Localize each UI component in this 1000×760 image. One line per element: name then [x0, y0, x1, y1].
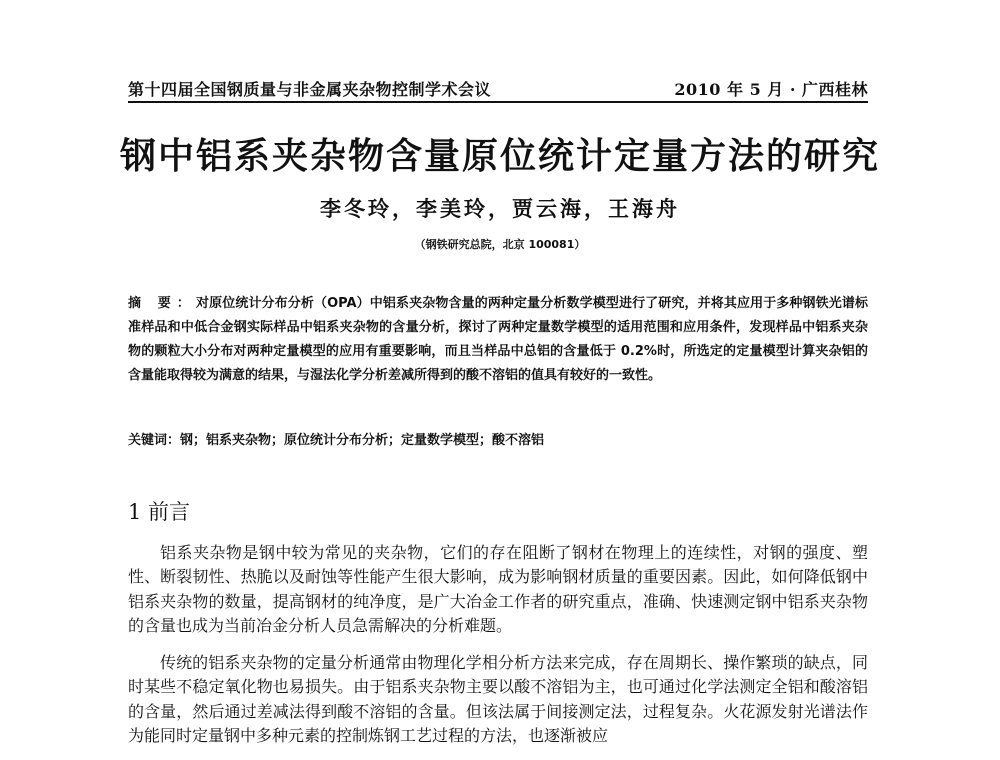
header-rule	[128, 101, 868, 103]
body-paragraph: 传统的铝系夹杂物的定量分析通常由物理化学相分析方法来完成，存在周期长、操作繁琐的缺点，同时某些不稳定氧化物也易损失。由于铝系夹杂物主要以酸不溶铝为主，也可通过化学法测定全铝和酸溶铝的含量，然后通过差减法得到酸不溶铝的含量。但该法属于间接测定法，过程复杂。火花源发射光谱法作为能同时定量钢中多种元素的控制炼钢工艺过程的方法，也逐渐被应	[128, 653, 868, 746]
body-paragraph: 铝系夹杂物是钢中较为常见的夹杂物，它们的存在阻断了钢材在物理上的连续性，对钢的强度、塑性、断裂韧性、热脆以及耐蚀等性能产生很大影响，成为影响钢材质量的重要因素。因此，如何降低钢中铝系夹杂物的数量，提高钢材的纯净度，是广大冶金工作者的研究重点，准确、快速测定钢中铝系夹杂物的含量也成为当前冶金分析人员急需解决的分析难题。	[128, 543, 868, 636]
author-list: 李冬玲，李美玲，贾云海，王海舟	[320, 196, 680, 221]
affiliation: （钢铁研究总院，北京 100081）	[414, 238, 586, 251]
conference-date-place: 2010 年 5 月 · 广西桂林	[674, 80, 868, 99]
running-header	[128, 74, 868, 100]
abstract-label: 摘 要：	[128, 296, 196, 311]
abstract	[128, 292, 868, 388]
conference-name: 第十四届全国钢质量与非金属夹杂物控制学术会议	[128, 80, 492, 99]
keywords-text: 钢；铝系夹杂物；原位统计分布分析；定量数学模型；酸不溶铝	[180, 433, 545, 448]
section-heading-introduction: 1 前言	[128, 500, 191, 524]
abstract-text: 对原位统计分布分析（OPA）中铝系夹杂物含量的两种定量分析数学模型进行了研究，并将其应用于多种钢铁光谱标准样品和中低合金钢实际样品中铝系夹杂物的含量分析，探讨了两种定量数学模型的适用范围和应用条件，发现样品中铝系夹杂物的颗粒大小分布对两种定量模型的应用有重要影响，而且当样品中总铝的含量低于 0.2%时，所选定的定量模型计算夹杂铝的含量能取得较为满意的结果，与湿法化学分析差减所得到的酸不溶铝的值具有较好的一致性。	[128, 296, 868, 383]
keywords-label: 关键词：	[128, 433, 181, 448]
keywords	[128, 429, 868, 453]
paper-title: 钢中铝系夹杂物含量原位统计定量方法的研究	[119, 136, 880, 177]
